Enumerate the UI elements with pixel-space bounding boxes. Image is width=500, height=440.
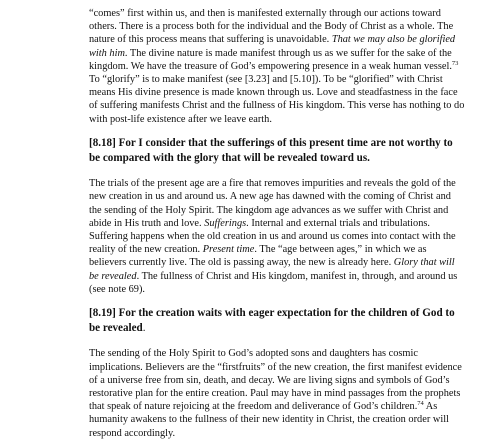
footnote-ref-73[interactable]: 73 <box>451 59 459 67</box>
verse-heading-8-18: [8.18] For I consider that the sufferings of this present time are not worthy to be compared with the glory that will be revealed toward us. <box>89 136 453 165</box>
paragraph-text: . The divine nature is made manifest through us as we suffer for the sake of the kingdom. We have the treasure of God’s empowering presence in a weak human vessel. <box>89 47 452 72</box>
document-page <box>89 7 465 440</box>
paragraph-text: The trials of the present age are a fire that removes impurities and reveals the gold of the new creation in us and around us. A new age has dawned with the coming of Christ and the sending of the Holy Spirit. The kingdom age advances as we suffer with Christ and abide in His truth and love. <box>89 178 456 229</box>
verse-heading-8-19 <box>89 306 465 336</box>
paragraph-text: . Internal and external trials and tribulations. Suffering happens when the old creation in us and around us comes into contact with the reality of the new creation. <box>89 217 456 256</box>
heading-text: [8.19] For the creation waits with eager expectation for the children of God to be revealed <box>89 307 455 335</box>
paragraph-text: . The fullness of Christ and His kingdom, manifest in, through, and around us (see note 69). <box>89 270 458 295</box>
footnote-ref-74[interactable]: 74 <box>417 400 424 408</box>
paragraph-text: The sending of the Holy Spirit to God’s adopted sons and daughters has cosmic implications. Believers are the “firstfruits” of the new creation, the first manifest evidence of a universe free from sin, death, and decay. We are living signs and symbols of God’s restorative plan for the entire creation. Paul may have in mind passages from the prophets that speak of nature rejoicing at the freedom and deliverance of God’s children. <box>89 348 462 413</box>
italic-term: Sufferings <box>204 217 247 229</box>
paragraph-text: To “glorify” is to make manifest (see [3.23] and [5.10]). To be “glorified” with Christ means His divine presence is made known through us. Love and steadfastness in the face of suffering manifests Christ and the fullness of His kingdom. This verse has nothing to do with post-life existence after we leave earth. <box>89 74 465 125</box>
body-paragraph <box>89 347 465 439</box>
italic-quote: That we may also be glorified with him <box>89 34 456 59</box>
paragraph-text: “comes” first within us, and then is manifested externally through our actions toward others. There is a process both for the individual and the Body of Christ as a whole. The nature of this process means that suffering is unavoidable. <box>89 8 454 46</box>
body-paragraph <box>89 177 465 296</box>
italic-term: Glory that will be revealed <box>89 257 455 282</box>
italic-term: Present time <box>202 244 255 256</box>
body-paragraph <box>89 7 465 126</box>
paragraph-text: As humanity awakens to the fullness of their new identity in Christ, the creation order will respond accordingly. <box>89 401 449 439</box>
paragraph-text: . The “age between ages,” in which we as believers currently live. The old is passing away, the new is already here. <box>89 244 427 269</box>
heading-period: . <box>142 322 146 335</box>
